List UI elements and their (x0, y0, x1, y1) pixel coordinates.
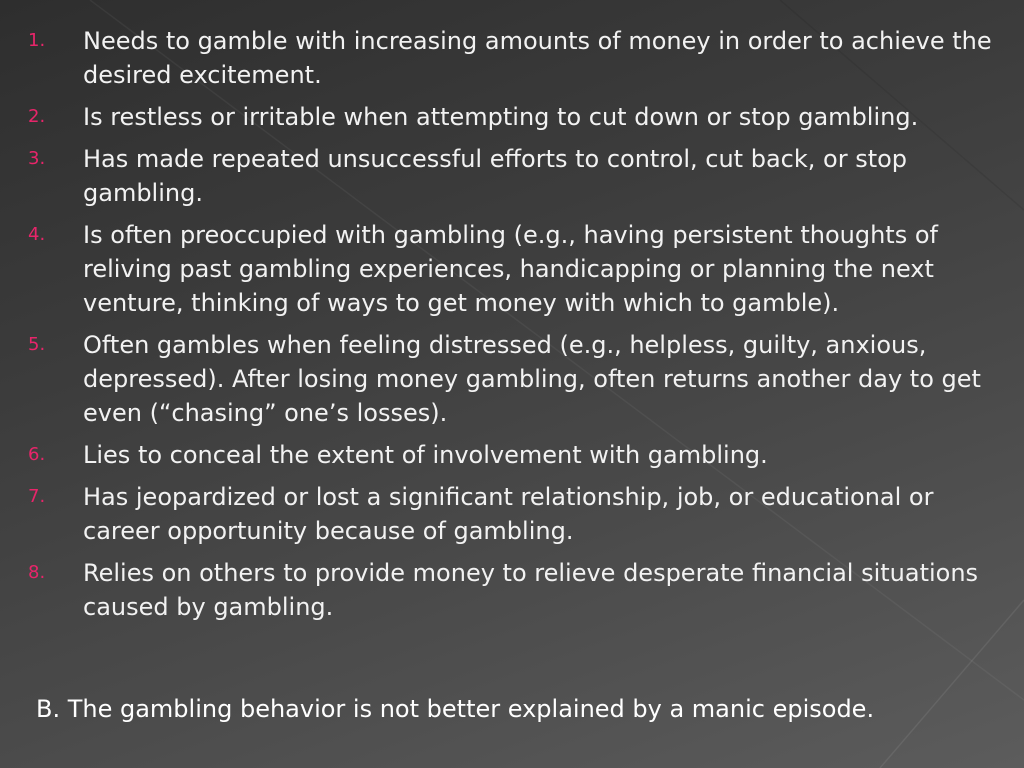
criteria-item-6 (0, 438, 1000, 472)
item-text: Has jeopardized or lost a significant relationship, job, or educational or career opportunity because of gambling. (83, 483, 934, 545)
criteria-list (0, 24, 1000, 632)
item-number: 2. (28, 106, 46, 127)
item-number: 4. (28, 224, 46, 245)
item-number: 8. (28, 562, 46, 583)
item-text: Is restless or irritable when attempting to cut down or stop gambling. (83, 103, 919, 131)
item-text: Relies on others to provide money to relieve desperate financial situations caused by gambling. (83, 559, 979, 621)
item-number: 7. (28, 486, 46, 507)
criteria-item-8 (0, 556, 1000, 624)
item-text: Often gambles when feeling distressed (e.g., helpless, guilty, anxious, depressed). After losing money gambling, often returns another day to get even (“chasing” one’s losses). (83, 331, 981, 427)
criterion-b-text: B. The gambling behavior is not better explained by a manic episode. (36, 695, 875, 723)
item-number: 1. (28, 30, 46, 51)
item-text: Needs to gamble with increasing amounts of money in order to achieve the desired excitement. (83, 27, 992, 89)
criteria-item-7 (0, 480, 1000, 548)
criteria-item-3 (0, 142, 1000, 210)
item-text: Has made repeated unsuccessful efforts to control, cut back, or stop gambling. (83, 145, 908, 207)
item-text: Lies to conceal the extent of involvement with gambling. (83, 441, 768, 469)
item-text: Is often preoccupied with gambling (e.g., having persistent thoughts of reliving past gambling experiences, handicapping or planning the next venture, thinking of ways to get money with which to gamble). (83, 221, 938, 317)
item-number: 3. (28, 148, 46, 169)
criteria-item-4 (0, 218, 1000, 320)
criteria-item-1 (0, 24, 1000, 92)
item-number: 6. (28, 444, 46, 465)
item-number: 5. (28, 334, 46, 355)
criteria-item-5 (0, 328, 1000, 430)
criteria-item-2 (0, 100, 1000, 134)
